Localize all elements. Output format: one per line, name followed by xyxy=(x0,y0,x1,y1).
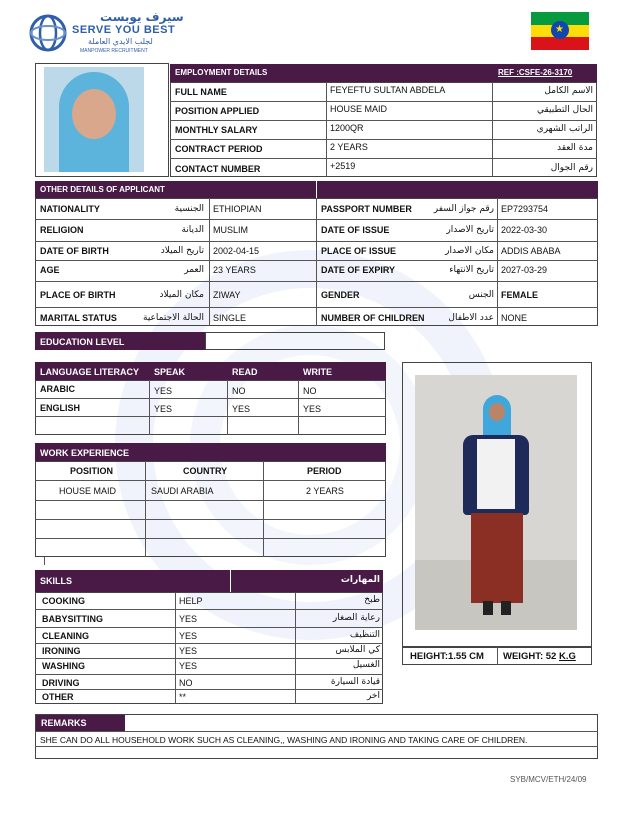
expiry-value: 2027-03-29 xyxy=(501,265,548,275)
issue-date-label-ar: تاريخ الاصدار xyxy=(446,225,494,235)
work-country-value: SAUDI ARABIA xyxy=(151,486,214,496)
place-of-issue-label: PLACE OF ISSUE xyxy=(321,246,397,256)
contact-value: +2519 xyxy=(330,161,356,171)
employment-title: EMPLOYMENT DETAILS xyxy=(175,68,268,77)
english-write: YES xyxy=(303,404,322,414)
full-body-photo xyxy=(415,375,577,630)
marital-value: SINGLE xyxy=(213,313,247,323)
religion-value: MUSLIM xyxy=(213,225,249,235)
expiry-label: DATE OF EXPIRY xyxy=(321,265,396,275)
dob-value: 2002-04-15 xyxy=(213,246,260,256)
work-period-header: PERIOD xyxy=(307,466,342,476)
religion-label-ar: الديانة xyxy=(181,225,204,235)
driving-label-ar: قيادة السيارة xyxy=(330,677,380,687)
passport-value: EP7293754 xyxy=(501,204,549,214)
place-of-issue-label-ar: مكان الاصدار xyxy=(445,246,494,256)
age-label-ar: العمر xyxy=(184,265,204,275)
arabic-label: ARABIC xyxy=(40,384,75,394)
arabic-speak: YES xyxy=(154,386,173,396)
contract-label-ar: مدة العقد xyxy=(557,143,593,153)
passport-label-ar: رقم جواز السفر xyxy=(433,204,494,214)
cooking-label: COOKING xyxy=(42,596,86,606)
children-label: NUMBER OF CHILDREN xyxy=(321,313,425,323)
work-period-value: 2 YEARS xyxy=(306,486,344,496)
cleaning-label: CLEANING xyxy=(42,631,89,641)
weight-value: WEIGHT: 52 K.G xyxy=(503,651,576,662)
height-value: HEIGHT:1.55 CM xyxy=(410,651,484,662)
washing-label: WASHING xyxy=(42,661,86,671)
ethiopia-flag: ★ xyxy=(531,12,589,50)
babysitting-value: YES xyxy=(179,614,198,624)
full-name-label: FULL NAME xyxy=(175,87,227,97)
contact-label: CONTACT NUMBER xyxy=(175,164,261,174)
nationality-value: ETHIOPIAN xyxy=(213,204,262,214)
speak-header: SPEAK xyxy=(154,367,186,377)
other-details-title: OTHER DETAILS OF APPLICANT xyxy=(40,185,165,194)
education-value-box xyxy=(205,332,385,350)
birth-place-label-ar: مكان الميلاد xyxy=(159,290,204,300)
age-label: AGE xyxy=(40,265,60,275)
applicant-photo xyxy=(44,67,144,172)
cooking-label-ar: طبخ xyxy=(364,595,380,605)
cooking-value: HELP xyxy=(179,596,203,606)
write-header: WRITE xyxy=(303,367,332,377)
gender-value: FEMALE xyxy=(501,290,538,300)
nationality-label: NATIONALITY xyxy=(40,204,100,214)
washing-label-ar: الغسيل xyxy=(352,660,380,670)
salary-label: MONTHLY SALARY xyxy=(175,125,258,135)
reference-number: REF :CSFE-26-3170 xyxy=(498,68,573,77)
other-skill-value: ** xyxy=(179,692,187,702)
logo-arabic-sub: لجلب الايدي العاملة xyxy=(88,37,153,46)
weight-unit: K.G xyxy=(558,651,576,662)
language-table xyxy=(35,380,386,435)
position-label: POSITION APPLIED xyxy=(175,106,260,116)
other-skill-label-ar: اخر xyxy=(366,691,380,701)
ironing-label-ar: كي الملابس xyxy=(335,645,380,655)
children-label-ar: عدد الاطفال xyxy=(448,313,494,323)
work-experience-title: WORK EXPERIENCE xyxy=(40,448,130,458)
gender-label-ar: الجنس xyxy=(468,290,494,300)
babysitting-label: BABYSITTING xyxy=(42,614,104,624)
full-name-value: FEYEFTU SULTAN ABDELA xyxy=(330,85,446,95)
washing-value: YES xyxy=(179,661,198,671)
passport-label: PASSPORT NUMBER xyxy=(321,204,412,214)
position-value: HOUSE MAID xyxy=(330,104,388,114)
arabic-read: NO xyxy=(232,386,246,396)
remarks-title: REMARKS xyxy=(41,718,87,728)
arabic-write: NO xyxy=(303,386,317,396)
salary-value: 1200QR xyxy=(330,123,364,133)
driving-value: NO xyxy=(179,678,193,688)
birth-place-label: PLACE OF BIRTH xyxy=(40,290,116,300)
contact-label-ar: رقم الجوال xyxy=(550,163,593,173)
other-skill-label: OTHER xyxy=(42,692,74,702)
nationality-label-ar: الجنسية xyxy=(174,204,204,214)
skills-title-ar: المهارات xyxy=(340,575,380,585)
work-position-value: HOUSE MAID xyxy=(59,486,117,496)
remarks-text: SHE CAN DO ALL HOUSEHOLD WORK SUCH AS CLEANING,, WASHING AND IRONING AND TAKING CARE OF CHILDREN. xyxy=(40,735,528,745)
marital-label: MARITAL STATUS xyxy=(40,313,117,323)
driving-label: DRIVING xyxy=(42,678,80,688)
contract-value: 2 YEARS xyxy=(330,142,368,152)
skills-header xyxy=(35,570,383,592)
logo-name: SERVE YOU BEST xyxy=(72,24,176,36)
birth-place-value: ZIWAY xyxy=(213,290,241,300)
gender-label: GENDER xyxy=(321,290,360,300)
ironing-value: YES xyxy=(179,646,198,656)
english-label: ENGLISH xyxy=(40,403,81,413)
babysitting-label-ar: رعاية الصغار xyxy=(332,613,380,623)
english-read: YES xyxy=(232,404,251,414)
full-name-label-ar: الاسم الكامل xyxy=(544,86,593,96)
work-country-header: COUNTRY xyxy=(183,466,228,476)
religion-label: RELIGION xyxy=(40,225,84,235)
dob-label-ar: تاريخ الميلاد xyxy=(160,246,204,256)
cleaning-value: YES xyxy=(179,631,198,641)
education-title: EDUCATION LEVEL xyxy=(40,337,125,347)
cleaning-label-ar: التنظيف xyxy=(349,630,380,640)
skills-title: SKILLS xyxy=(40,576,73,586)
document-code: SYB/MCV/ETH/24/09 xyxy=(510,775,587,784)
logo-globe-icon xyxy=(28,12,68,54)
issue-date-value: 2022-03-30 xyxy=(501,225,548,235)
expiry-label-ar: تاريخ الانتهاء xyxy=(449,265,494,275)
logo-arabic-text: سيرف يوبست xyxy=(100,10,184,24)
position-label-ar: الحال التطبيقي xyxy=(536,105,593,115)
contract-label: CONTRACT PERIOD xyxy=(175,144,263,154)
ironing-label: IRONING xyxy=(42,646,81,656)
language-literacy-header: LANGUAGE LITERACY xyxy=(40,367,139,377)
english-speak: YES xyxy=(154,404,173,414)
children-value: NONE xyxy=(501,313,528,323)
salary-label-ar: الراتب الشهري xyxy=(536,124,593,134)
work-position-header: POSITION xyxy=(70,466,114,476)
issue-date-label: DATE OF ISSUE xyxy=(321,225,390,235)
place-of-issue-value: ADDIS ABABA xyxy=(501,246,561,256)
dob-label: DATE OF BIRTH xyxy=(40,246,109,256)
read-header: READ xyxy=(232,367,258,377)
company-logo xyxy=(28,10,208,56)
logo-tagline: MANPOWER RECRUITMENT xyxy=(80,48,148,54)
age-value: 23 YEARS xyxy=(213,265,256,275)
marital-label-ar: الحالة الاجتماعية xyxy=(143,313,204,323)
